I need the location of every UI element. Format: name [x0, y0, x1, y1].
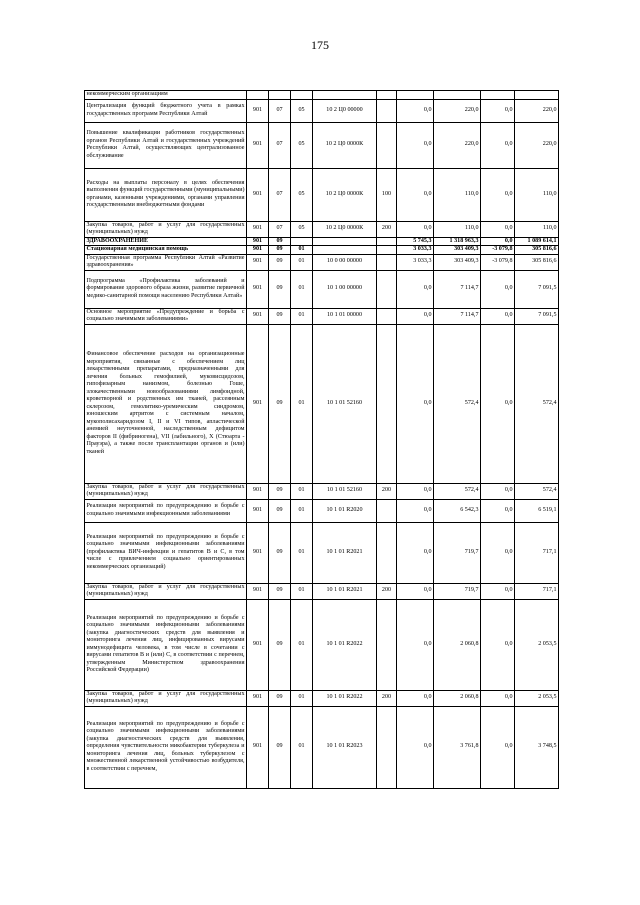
subsection-code-cell: 01 [291, 583, 313, 599]
target-article-cell [313, 246, 377, 255]
amount-cell-1: 0,0 [397, 221, 434, 237]
row-name-cell: Стационарная медицинская помощь [85, 246, 247, 255]
amount-cell-1: 0,0 [397, 168, 434, 221]
row-name-cell: Расходы на выплаты персоналу в целях обеспечения выполнения функций государственными (муниципальными) органами, казенными учреждениями, органами управления государственными внебюджетными фондами [85, 168, 247, 221]
amount-cell-2 [434, 91, 481, 100]
amount-cell-2: 220,0 [434, 122, 481, 168]
section-code-cell: 09 [269, 583, 291, 599]
row-name-cell: Реализация мероприятий по предупреждению и борьбе с социально значимыми инфекционными заболеваниями (профилактика ВИЧ-инфекции и гепатитов B и C, в том числе с привлечением социально ориентированных некоммерческих организаций) [85, 522, 247, 583]
subsection-code-cell: 05 [291, 122, 313, 168]
amount-cell-3: 0,0 [481, 122, 515, 168]
amount-cell-1: 0,0 [397, 308, 434, 324]
expense-type-cell [377, 308, 397, 324]
amount-cell-1: 3 033,3 [397, 246, 434, 255]
ministry-code-cell: 901 [247, 221, 269, 237]
section-code-cell: 09 [269, 522, 291, 583]
table-row [85, 522, 559, 583]
amount-cell-3: 0,0 [481, 583, 515, 599]
row-name-cell: Закупка товаров, работ и услуг для государственных (муниципальных) нужд [86, 690, 245, 704]
amount-cell-2: 3 761,8 [434, 706, 481, 788]
ministry-code-cell: 901 [247, 583, 269, 599]
amount-cell-4: 3 748,5 [515, 706, 559, 788]
subsection-code-cell: 01 [291, 522, 313, 583]
expense-type-cell: 100 [377, 168, 397, 221]
table-row [85, 583, 559, 599]
table-row [85, 499, 559, 522]
amount-cell-1: 0,0 [397, 99, 434, 122]
amount-cell-3: 0,0 [481, 99, 515, 122]
table-row [85, 122, 559, 168]
amount-cell-2: 110,0 [434, 168, 481, 221]
ministry-code-cell: 901 [247, 483, 269, 499]
table-row [85, 690, 559, 706]
amount-cell-1: 0,0 [397, 122, 434, 168]
amount-cell-1: 0,0 [397, 583, 434, 599]
expense-type-cell [377, 237, 397, 246]
amount-cell-4: 110,0 [515, 221, 559, 237]
expense-type-cell [377, 246, 397, 255]
amount-cell-3: 0,0 [481, 522, 515, 583]
amount-cell-3: 0,0 [481, 324, 515, 483]
amount-cell-4: 7 091,5 [515, 308, 559, 324]
ministry-code-cell: 901 [247, 599, 269, 690]
amount-cell-1 [397, 91, 434, 100]
table-row [85, 99, 559, 122]
subsection-code-cell: 01 [291, 499, 313, 522]
target-article-cell: 10 1 01 R2022 [313, 690, 377, 706]
section-code-cell: 09 [269, 308, 291, 324]
amount-cell-4: 110,0 [515, 168, 559, 221]
expense-type-cell: 200 [377, 583, 397, 599]
row-name-cell: ЗДРАВООХРАНЕНИЕ [85, 237, 247, 246]
amount-cell-3: 0,0 [481, 599, 515, 690]
table-row [85, 91, 559, 100]
amount-cell-3: 0,0 [481, 499, 515, 522]
amount-cell-4: 7 091,5 [515, 270, 559, 308]
expense-type-cell [377, 522, 397, 583]
amount-cell-2: 7 114,7 [434, 308, 481, 324]
amount-cell-1: 0,0 [397, 499, 434, 522]
amount-cell-3: 0,0 [481, 308, 515, 324]
ministry-code-cell: 901 [247, 246, 269, 255]
table-row [85, 254, 559, 270]
target-article-cell: 10 2 Ц0 0000К [313, 122, 377, 168]
amount-cell-2: 110,0 [434, 221, 481, 237]
ministry-code-cell: 901 [247, 254, 269, 270]
table-row [85, 168, 559, 221]
amount-cell-4: 2 053,5 [515, 599, 559, 690]
target-article-cell: 10 1 01 R2021 [313, 522, 377, 583]
amount-cell-4 [515, 91, 559, 100]
amount-cell-3 [481, 91, 515, 100]
row-name-cell: Закупка товаров, работ и услуг для государственных (муниципальных) нужд [86, 583, 245, 597]
amount-cell-4: 305 816,6 [515, 254, 559, 270]
amount-cell-3: -3 079,8 [481, 254, 515, 270]
ministry-code-cell: 901 [247, 706, 269, 788]
subsection-code-cell: 05 [291, 168, 313, 221]
amount-cell-1: 0,0 [397, 690, 434, 706]
section-code-cell: 07 [269, 99, 291, 122]
amount-cell-2: 572,4 [434, 483, 481, 499]
budget-table [84, 90, 559, 789]
expense-type-cell [377, 91, 397, 100]
amount-cell-3: 0,0 [481, 690, 515, 706]
expense-type-cell [377, 499, 397, 522]
row-name-cell: Повышение квалификации работников государственных органов Республики Алтай и государственных учреждений Республики Алтай, осуществляющих централизованное обслуживание [85, 122, 247, 168]
amount-cell-2: 6 542,3 [434, 499, 481, 522]
expense-type-cell: 200 [377, 483, 397, 499]
table-row [85, 246, 559, 255]
section-code-cell: 09 [269, 690, 291, 706]
amount-cell-2: 303 409,3 [434, 254, 481, 270]
section-code-cell: 09 [269, 706, 291, 788]
ministry-code-cell [247, 91, 269, 100]
amount-cell-2: 1 318 963,3 [434, 237, 481, 246]
subsection-code-cell: 01 [291, 246, 313, 255]
section-code-cell [269, 91, 291, 100]
amount-cell-4: 220,0 [515, 122, 559, 168]
expense-type-cell [377, 122, 397, 168]
target-article-cell: 10 1 01 00000 [313, 308, 377, 324]
section-code-cell: 09 [269, 237, 291, 246]
table-row [85, 324, 559, 483]
amount-cell-3: 0,0 [481, 237, 515, 246]
row-name-cell: Подпрограмма «Профилактика заболеваний и формирование здорового образа жизни, развитие первичной медико-санитарной помощи населению Республики Алтай» [85, 270, 247, 308]
table-row [85, 706, 559, 788]
subsection-code-cell: 05 [291, 221, 313, 237]
amount-cell-4: 305 816,6 [515, 246, 559, 255]
amount-cell-4: 717,1 [515, 522, 559, 583]
amount-cell-4: 1 089 614,1 [515, 237, 559, 246]
amount-cell-2: 719,7 [434, 522, 481, 583]
amount-cell-4: 717,1 [515, 583, 559, 599]
amount-cell-3: 0,0 [481, 270, 515, 308]
expense-type-cell [377, 254, 397, 270]
amount-cell-2: 572,4 [434, 324, 481, 483]
row-name-cell: Реализация мероприятий по предупреждению и борьбе с социально значимыми инфекционными заболеваниями (закупка диагностических средств для выявления, определения чувствительности микобактерии туберкулеза и мониторинга лечения лиц, больных туберкулезом с множественной лекарственной устойчивостью возбудителя, в соответствии с перечнем, [85, 706, 247, 788]
ministry-code-cell: 901 [247, 237, 269, 246]
target-article-cell [313, 91, 377, 100]
subsection-code-cell: 01 [291, 308, 313, 324]
section-code-cell: 09 [269, 599, 291, 690]
target-article-cell: 10 1 01 R2020 [313, 499, 377, 522]
target-article-cell: 10 2 Ц0 0000К [313, 168, 377, 221]
amount-cell-4: 6 519,1 [515, 499, 559, 522]
ministry-code-cell: 901 [247, 324, 269, 483]
row-name-cell: Основное мероприятие «Предупреждение и борьба с социально значимыми заболеваниями» [86, 308, 245, 322]
amount-cell-1: 0,0 [397, 706, 434, 788]
subsection-code-cell: 05 [291, 99, 313, 122]
ministry-code-cell: 901 [247, 522, 269, 583]
amount-cell-2: 719,7 [434, 583, 481, 599]
table-row [85, 221, 559, 237]
section-code-cell: 09 [269, 483, 291, 499]
expense-type-cell [377, 706, 397, 788]
ministry-code-cell: 901 [247, 122, 269, 168]
amount-cell-4: 2 053,5 [515, 690, 559, 706]
ministry-code-cell: 901 [247, 99, 269, 122]
expense-type-cell [377, 599, 397, 690]
target-article-cell: 10 2 Ц0 00000 [313, 99, 377, 122]
section-code-cell: 09 [269, 246, 291, 255]
row-name-cell: Закупка товаров, работ и услуг для государственных (муниципальных) нужд [86, 483, 245, 497]
row-name-cell: Централизация функций бюджетного учета в рамках государственных программ Республики Алтай [85, 99, 247, 122]
expense-type-cell [377, 270, 397, 308]
subsection-code-cell: 01 [291, 706, 313, 788]
amount-cell-3: 0,0 [481, 483, 515, 499]
subsection-code-cell [291, 237, 313, 246]
subsection-code-cell: 01 [291, 270, 313, 308]
target-article-cell: 10 1 01 52160 [313, 483, 377, 499]
target-article-cell: 10 1 00 00000 [313, 270, 377, 308]
amount-cell-3: 0,0 [481, 221, 515, 237]
row-name-cell: Финансовое обеспечение расходов на организационные мероприятия, связанные с обеспечением лиц лекарственными препаратами, предназначенными для лечения больных гемофилией, муковисцидозом, гипофизарным нанизмом, болезнью Гоше, злокачественными новообразованиями лимфоидной, кроветворной и родственных им тканей, рассеянным склерозом, гемолитико-уремическим синдромом, юношеским артритом с системным началом, мукополисахаридозом I, II и VI типов, апластической анемией неуточненной, наследственным дефицитом факторов II (фибриногена), VII (лабильного), X (Стюарта - Прауэра), а также после трансплантации органов и (или) тканей [85, 324, 247, 483]
expense-type-cell [377, 324, 397, 483]
ministry-code-cell: 901 [247, 690, 269, 706]
amount-cell-1: 3 033,3 [397, 254, 434, 270]
ministry-code-cell: 901 [247, 308, 269, 324]
ministry-code-cell: 901 [247, 270, 269, 308]
subsection-code-cell: 01 [291, 254, 313, 270]
amount-cell-2: 220,0 [434, 99, 481, 122]
amount-cell-1: 0,0 [397, 324, 434, 483]
target-article-cell: 10 0 00 00000 [313, 254, 377, 270]
section-code-cell: 09 [269, 270, 291, 308]
row-name-cell: Реализация мероприятий по предупреждению и борьбе с социально значимыми инфекционными заболеваниями (закупка диагностических средств для выявления и мониторинга лечения лиц, инфицированных вирусами иммунодефицита человека, в том числе в сочетании с вирусами гепатитов B и (или) C, в соответствии с перечнем, утвержденным Министерством здравоохранения Российской Федерации) [85, 599, 247, 690]
amount-cell-2: 7 114,7 [434, 270, 481, 308]
amount-cell-2: 303 409,3 [434, 246, 481, 255]
subsection-code-cell: 01 [291, 483, 313, 499]
table-row [85, 270, 559, 308]
amount-cell-2: 2 060,8 [434, 599, 481, 690]
amount-cell-1: 0,0 [397, 522, 434, 583]
amount-cell-3: 0,0 [481, 706, 515, 788]
row-name-cell: Государственная программа Республики Алтай «Развитие здравоохранения» [86, 254, 245, 268]
subsection-code-cell [291, 91, 313, 100]
page-number: 175 [311, 38, 329, 52]
subsection-code-cell: 01 [291, 599, 313, 690]
amount-cell-1: 0,0 [397, 270, 434, 308]
table-row [85, 308, 559, 324]
amount-cell-4: 572,4 [515, 483, 559, 499]
section-code-cell: 07 [269, 122, 291, 168]
amount-cell-2: 2 060,8 [434, 690, 481, 706]
row-name-cell: некоммерческим организациям [85, 91, 247, 100]
row-name-cell: Реализация мероприятий по предупреждению и борьбе с социально значимыми инфекционными заболеваниями [85, 499, 247, 522]
section-code-cell: 09 [269, 324, 291, 483]
section-code-cell: 07 [269, 221, 291, 237]
expense-type-cell [377, 99, 397, 122]
table-row [85, 237, 559, 246]
table-body [85, 91, 559, 789]
target-article-cell: 10 1 01 R2022 [313, 599, 377, 690]
target-article-cell: 10 1 01 R2023 [313, 706, 377, 788]
expense-type-cell: 200 [377, 690, 397, 706]
amount-cell-3: 0,0 [481, 168, 515, 221]
amount-cell-1: 0,0 [397, 599, 434, 690]
target-article-cell [313, 237, 377, 246]
target-article-cell: 10 1 01 52160 [313, 324, 377, 483]
section-code-cell: 09 [269, 499, 291, 522]
amount-cell-4: 572,4 [515, 324, 559, 483]
ministry-code-cell: 901 [247, 499, 269, 522]
amount-cell-1: 5 745,3 [397, 237, 434, 246]
section-code-cell: 07 [269, 168, 291, 221]
row-name-cell: Закупка товаров, работ и услуг для государственных (муниципальных) нужд [86, 221, 245, 235]
subsection-code-cell: 01 [291, 690, 313, 706]
ministry-code-cell: 901 [247, 168, 269, 221]
subsection-code-cell: 01 [291, 324, 313, 483]
table-row [85, 483, 559, 499]
table-row [85, 599, 559, 690]
amount-cell-1: 0,0 [397, 483, 434, 499]
section-code-cell: 09 [269, 254, 291, 270]
expense-type-cell: 200 [377, 221, 397, 237]
amount-cell-3: -3 079,8 [481, 246, 515, 255]
target-article-cell: 10 1 01 R2021 [313, 583, 377, 599]
amount-cell-4: 220,0 [515, 99, 559, 122]
target-article-cell: 10 2 Ц0 0000К [313, 221, 377, 237]
